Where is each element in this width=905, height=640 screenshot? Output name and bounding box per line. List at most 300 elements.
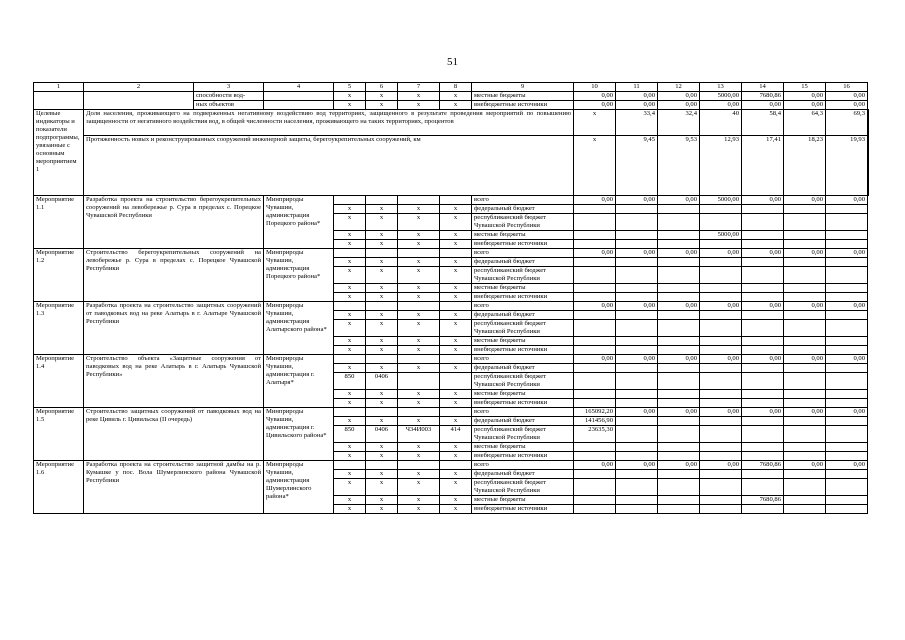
indicator-value: 9,45	[616, 136, 658, 196]
value-cell	[574, 496, 616, 505]
code-cell: x	[366, 443, 398, 452]
code-cell: x	[398, 346, 440, 355]
code-cell	[366, 302, 398, 311]
value-cell	[742, 373, 784, 390]
code-cell: x	[366, 320, 398, 337]
source-cell: местные бюджеты	[472, 231, 574, 240]
code-cell: x	[334, 470, 366, 479]
code-cell: x	[440, 346, 472, 355]
indicator-text: Доля населения, проживающего на подверженных негативному воздействию вод территориях, защищенного в результате проведения мероприятий по повышению защищенности от негативного воздействия вод, в общей численности населения, проживающего на таких территориях, процентов	[84, 110, 574, 136]
code-cell: x	[366, 496, 398, 505]
value-cell	[616, 496, 658, 505]
value-cell	[742, 426, 784, 443]
indicator-value: 19,93	[826, 136, 868, 196]
value-cell	[742, 346, 784, 355]
code-cell: x	[398, 267, 440, 284]
code-cell: 414	[440, 426, 472, 443]
event-name: Мероприятие 1.1	[34, 196, 84, 249]
code-cell: x	[440, 293, 472, 302]
code-cell: x	[366, 267, 398, 284]
code-cell: x	[334, 205, 366, 214]
value-cell: 0,00	[700, 461, 742, 470]
code-cell: x	[366, 505, 398, 514]
value-cell	[826, 452, 868, 461]
code-cell: 850	[334, 373, 366, 390]
value-cell	[700, 470, 742, 479]
value-cell	[574, 479, 616, 496]
value-cell	[574, 346, 616, 355]
value-cell	[784, 364, 826, 373]
value-cell	[574, 320, 616, 337]
value-cell	[742, 390, 784, 399]
code-cell	[334, 355, 366, 364]
code-cell: x	[334, 505, 366, 514]
code-cell: x	[334, 92, 366, 101]
source-cell: внебюджетные источники	[472, 240, 574, 249]
column-header: 5	[334, 83, 366, 92]
code-cell: x	[366, 293, 398, 302]
code-cell: x	[398, 205, 440, 214]
value-cell: 0,00	[742, 249, 784, 258]
value-cell	[742, 452, 784, 461]
code-cell	[334, 302, 366, 311]
source-cell: внебюджетные источники	[472, 505, 574, 514]
indicator-value: 69,3	[826, 110, 868, 136]
code-cell: x	[398, 214, 440, 231]
source-cell: всего	[472, 249, 574, 258]
code-cell: x	[334, 399, 366, 408]
value-cell	[574, 505, 616, 514]
code-cell: x	[334, 284, 366, 293]
code-cell	[398, 408, 440, 417]
value-cell	[700, 205, 742, 214]
value-cell	[826, 373, 868, 390]
value-cell	[616, 258, 658, 267]
code-cell	[334, 196, 366, 205]
code-cell: x	[366, 92, 398, 101]
value-cell	[742, 240, 784, 249]
value-cell	[826, 496, 868, 505]
value-cell	[826, 470, 868, 479]
value-cell: 5000,00	[700, 196, 742, 205]
column-header: 12	[658, 83, 700, 92]
value-cell	[826, 346, 868, 355]
value-cell	[658, 258, 700, 267]
code-cell: x	[440, 267, 472, 284]
value-cell	[574, 231, 616, 240]
value-cell	[616, 284, 658, 293]
table-row	[34, 92, 869, 101]
cell-empty	[264, 92, 334, 101]
indicator-value: 12,93	[700, 136, 742, 196]
value-cell	[616, 240, 658, 249]
value-cell	[574, 267, 616, 284]
source-cell: республиканский бюджет Чувашской Республики	[472, 320, 574, 337]
value-cell	[784, 452, 826, 461]
value-cell	[700, 337, 742, 346]
value-cell	[700, 496, 742, 505]
indicator-x: x	[574, 136, 616, 196]
value-cell	[658, 479, 700, 496]
value-cell	[784, 470, 826, 479]
indicator-value: 64,3	[784, 110, 826, 136]
value-cell	[784, 505, 826, 514]
value-cell	[742, 364, 784, 373]
value-cell	[700, 479, 742, 496]
value-cell	[616, 214, 658, 231]
value-cell	[616, 505, 658, 514]
value-cell: 0,00	[658, 408, 700, 417]
indicator-row	[34, 110, 869, 136]
column-header: 8	[440, 83, 472, 92]
value-cell	[658, 214, 700, 231]
value-cell	[658, 470, 700, 479]
code-cell: x	[440, 214, 472, 231]
event-description: Разработка проекта на строительство берегоукрепительных сооружений на левобережье р. Сура в пределах с. Порецкое Чувашской Республики	[84, 196, 264, 249]
value-cell	[574, 258, 616, 267]
value-cell	[658, 267, 700, 284]
table-body	[34, 83, 869, 514]
value-cell	[574, 470, 616, 479]
value-cell: 0,00	[742, 196, 784, 205]
cell-empty	[264, 101, 334, 110]
value-cell	[826, 320, 868, 337]
column-header: 2	[84, 83, 194, 92]
value-cell: 0,00	[658, 461, 700, 470]
code-cell: x	[366, 337, 398, 346]
responsible: Минприроды Чувашии, администрация Шумерлинского района*	[264, 461, 334, 514]
value-cell: 0,00	[574, 355, 616, 364]
value-cell	[658, 443, 700, 452]
value-cell	[616, 417, 658, 426]
value-cell	[616, 311, 658, 320]
value-cell	[826, 240, 868, 249]
value-cell	[658, 364, 700, 373]
code-cell: x	[366, 214, 398, 231]
value-cell	[658, 373, 700, 390]
code-cell: x	[440, 399, 472, 408]
responsible: Минприроды Чувашии, администрация Порецкого района*	[264, 196, 334, 249]
source-cell: внебюджетные источники	[472, 293, 574, 302]
value-cell	[700, 417, 742, 426]
value-cell	[742, 479, 784, 496]
code-cell: x	[366, 452, 398, 461]
code-cell: x	[398, 320, 440, 337]
code-cell: x	[440, 240, 472, 249]
value-cell: 0,00	[574, 302, 616, 311]
value-cell	[658, 426, 700, 443]
value-cell	[742, 284, 784, 293]
code-cell: x	[440, 364, 472, 373]
code-cell: x	[398, 417, 440, 426]
value-cell	[826, 231, 868, 240]
value-cell: 0,00	[826, 249, 868, 258]
value-cell: 141456,90	[574, 417, 616, 426]
code-cell	[440, 408, 472, 417]
value-cell	[658, 452, 700, 461]
code-cell: x	[334, 311, 366, 320]
code-cell: x	[366, 101, 398, 110]
value-cell: 0,00	[784, 249, 826, 258]
code-cell: x	[366, 240, 398, 249]
indicator-value: 58,4	[742, 110, 784, 136]
value-cell	[574, 240, 616, 249]
code-cell: x	[398, 452, 440, 461]
value-cell	[700, 390, 742, 399]
code-cell	[440, 461, 472, 470]
value-cell	[616, 479, 658, 496]
source-cell: местные бюджеты	[472, 337, 574, 346]
code-cell	[398, 461, 440, 470]
value-cell	[784, 443, 826, 452]
value-cell	[826, 311, 868, 320]
value-cell	[826, 267, 868, 284]
value-cell	[658, 311, 700, 320]
value-cell: 0,00	[700, 355, 742, 364]
cell-empty	[34, 92, 84, 110]
value-cell	[700, 426, 742, 443]
value-cell	[784, 373, 826, 390]
source-cell: федеральный бюджет	[472, 258, 574, 267]
value-cell	[700, 320, 742, 337]
value-cell	[784, 337, 826, 346]
column-header: 7	[398, 83, 440, 92]
value-cell	[616, 337, 658, 346]
source-cell: местные бюджеты	[472, 390, 574, 399]
code-cell	[334, 461, 366, 470]
code-cell: x	[334, 452, 366, 461]
value-cell	[742, 311, 784, 320]
value-cell: 0,00	[826, 92, 868, 101]
value-cell	[616, 320, 658, 337]
code-cell: x	[440, 417, 472, 426]
code-cell	[334, 408, 366, 417]
value-cell	[826, 443, 868, 452]
code-cell: x	[440, 479, 472, 496]
value-cell	[826, 205, 868, 214]
code-cell: x	[334, 479, 366, 496]
source-cell: всего	[472, 196, 574, 205]
value-cell	[742, 258, 784, 267]
code-cell	[398, 355, 440, 364]
value-cell	[616, 452, 658, 461]
value-cell	[700, 258, 742, 267]
source-cell: республиканский бюджет Чувашской Республики	[472, 214, 574, 231]
code-cell: x	[334, 101, 366, 110]
value-cell: 0,00	[574, 92, 616, 101]
source-cell: местные бюджеты	[472, 496, 574, 505]
value-cell	[574, 452, 616, 461]
code-cell: x	[440, 390, 472, 399]
responsible: Минприроды Чувашии, администрация г. Цивильского района*	[264, 408, 334, 461]
source-cell: местные бюджеты	[472, 284, 574, 293]
value-cell: 0,00	[616, 92, 658, 101]
value-cell	[742, 267, 784, 284]
value-cell	[826, 337, 868, 346]
code-cell: x	[440, 320, 472, 337]
value-cell: 0,00	[574, 461, 616, 470]
code-cell: x	[334, 214, 366, 231]
code-cell: x	[398, 390, 440, 399]
value-cell: 0,00	[784, 101, 826, 110]
column-header: 3	[194, 83, 264, 92]
code-cell: x	[334, 337, 366, 346]
code-cell: x	[398, 505, 440, 514]
code-cell	[366, 249, 398, 258]
value-cell	[784, 284, 826, 293]
value-cell	[700, 399, 742, 408]
event-name: Мероприятие 1.4	[34, 355, 84, 408]
code-cell: x	[366, 231, 398, 240]
code-cell: x	[398, 337, 440, 346]
column-header: 13	[700, 83, 742, 92]
event-row	[34, 249, 869, 258]
value-cell: 0,00	[826, 302, 868, 311]
value-cell	[826, 284, 868, 293]
indicator-x: x	[574, 110, 616, 136]
indicator-value: 40	[700, 110, 742, 136]
value-cell: 0,00	[658, 249, 700, 258]
goal-cell: ных объектов	[194, 101, 264, 110]
value-cell	[826, 364, 868, 373]
code-cell: x	[398, 364, 440, 373]
code-cell: x	[398, 258, 440, 267]
event-name: Мероприятие 1.3	[34, 302, 84, 355]
event-name: Мероприятие 1.6	[34, 461, 84, 514]
code-cell: x	[398, 293, 440, 302]
value-cell	[826, 505, 868, 514]
column-header: 9	[472, 83, 574, 92]
responsible: Минприроды Чувашии, администрация Порецкого района*	[264, 249, 334, 302]
value-cell	[742, 293, 784, 302]
value-cell	[700, 364, 742, 373]
value-cell	[700, 443, 742, 452]
value-cell: 7680,86	[742, 496, 784, 505]
value-cell: 0,00	[742, 302, 784, 311]
value-cell	[658, 337, 700, 346]
event-description: Разработка проекта на строительство защитной дамбы на р. Кумашке у пос. Вола Шумерлинского района Чувашской Республики	[84, 461, 264, 514]
code-cell: x	[398, 284, 440, 293]
value-cell: 0,00	[784, 355, 826, 364]
value-cell: 7680,86	[742, 92, 784, 101]
value-cell	[826, 479, 868, 496]
indicator-value	[868, 110, 869, 136]
value-cell: 0,00	[658, 92, 700, 101]
value-cell	[658, 231, 700, 240]
code-cell: x	[440, 205, 472, 214]
value-cell	[742, 470, 784, 479]
value-cell: 0,00	[826, 408, 868, 417]
code-cell	[398, 196, 440, 205]
header-row	[34, 83, 869, 92]
code-cell: x	[440, 92, 472, 101]
value-cell: 0,00	[784, 92, 826, 101]
code-cell: 0406	[366, 373, 398, 390]
code-cell: x	[334, 390, 366, 399]
value-cell	[784, 390, 826, 399]
code-cell: x	[440, 452, 472, 461]
code-cell: x	[398, 399, 440, 408]
value-cell	[784, 240, 826, 249]
code-cell: 850	[334, 426, 366, 443]
code-cell: x	[440, 311, 472, 320]
value-cell	[784, 399, 826, 408]
source-cell: местные бюджеты	[472, 92, 574, 101]
code-cell: x	[334, 267, 366, 284]
code-cell: x	[334, 346, 366, 355]
code-cell: x	[366, 258, 398, 267]
event-row	[34, 461, 869, 470]
value-cell	[784, 320, 826, 337]
column-header: 14	[742, 83, 784, 92]
indicator-value	[868, 136, 869, 196]
value-cell: 0,00	[574, 101, 616, 110]
value-cell	[826, 417, 868, 426]
value-cell	[784, 479, 826, 496]
value-cell	[784, 205, 826, 214]
indicator-value: 17,41	[742, 136, 784, 196]
code-cell: x	[398, 231, 440, 240]
value-cell	[784, 496, 826, 505]
code-cell: x	[398, 496, 440, 505]
value-cell	[658, 496, 700, 505]
code-cell: x	[398, 92, 440, 101]
code-cell	[334, 249, 366, 258]
value-cell: 0,00	[574, 249, 616, 258]
value-cell	[784, 267, 826, 284]
code-cell: x	[440, 443, 472, 452]
column-header: 11	[616, 83, 658, 92]
value-cell: 0,00	[616, 101, 658, 110]
event-description: Строительство берегоукрепительных сооружений на левобережье р. Сура в пределах с. Порецкое Чувашской Республики	[84, 249, 264, 302]
value-cell: 0,00	[616, 249, 658, 258]
value-cell	[574, 373, 616, 390]
value-cell	[700, 214, 742, 231]
code-cell: x	[398, 470, 440, 479]
value-cell: 0,00	[784, 461, 826, 470]
value-cell	[700, 373, 742, 390]
value-cell: 0,00	[616, 461, 658, 470]
code-cell: x	[366, 346, 398, 355]
event-name: Мероприятие 1.5	[34, 408, 84, 461]
source-cell: федеральный бюджет	[472, 417, 574, 426]
value-cell	[574, 284, 616, 293]
value-cell	[700, 346, 742, 355]
value-cell: 0,00	[784, 302, 826, 311]
value-cell	[700, 267, 742, 284]
code-cell: x	[366, 364, 398, 373]
value-cell: 5000,00	[700, 92, 742, 101]
code-cell: x	[398, 479, 440, 496]
goal-cell: способности вод-	[194, 92, 264, 101]
value-cell	[742, 417, 784, 426]
code-cell: x	[398, 443, 440, 452]
value-cell	[658, 417, 700, 426]
source-cell: всего	[472, 355, 574, 364]
code-cell	[440, 302, 472, 311]
value-cell	[784, 417, 826, 426]
value-cell	[658, 284, 700, 293]
value-cell: 23635,30	[574, 426, 616, 443]
code-cell: Ч34И003	[398, 426, 440, 443]
value-cell: 0,00	[784, 408, 826, 417]
code-cell: x	[366, 284, 398, 293]
code-cell: x	[440, 505, 472, 514]
value-cell: 0,00	[700, 101, 742, 110]
value-cell: 0,00	[742, 101, 784, 110]
value-cell: 0,00	[658, 101, 700, 110]
code-cell: x	[366, 205, 398, 214]
